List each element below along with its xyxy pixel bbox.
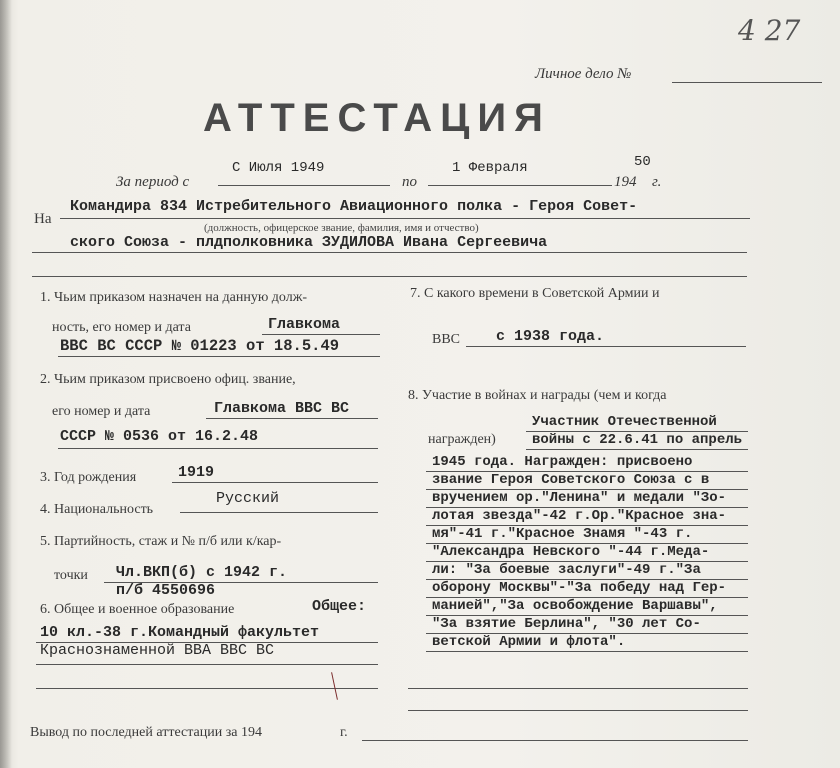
period-label: За период с [116, 174, 190, 190]
q7-answer: с 1938 года. [496, 328, 605, 345]
q2-label-2: его номер и дата [52, 404, 151, 419]
q8-answer-line: вручением ор."Ленина" и медали "Зо- [432, 490, 727, 506]
q2-answer-1: Главкома ВВС ВС [214, 400, 350, 417]
q1-answer-1-rule [262, 334, 380, 335]
subject-line-2: ского Союза - плдполковника ЗУДИЛОВА Ивана Сергеевича [70, 234, 548, 251]
period-from: С Июля 1949 [232, 160, 325, 176]
q3-label: 3. Год рождения [40, 470, 137, 485]
q8-answer-line: ли: "За боевые заслуги"-49 г."За [432, 562, 701, 578]
corner-handwritten-mark: 4 27 [738, 14, 801, 47]
personal-file-line [672, 82, 822, 83]
subject-line-1: Командира 834 Истребительного Авиационного полка - Героя Совет- [70, 198, 638, 215]
q2-answer-2-rule [58, 448, 378, 449]
q8-answer-line: ветской Армии и флота". [432, 634, 626, 650]
period-to-label: по [402, 174, 417, 190]
period-year-prefix: 194 [614, 174, 637, 190]
q2-label-1: 2. Чьим приказом присвоено офиц. звание, [40, 372, 296, 387]
subject-line-3-rule [32, 276, 747, 277]
q1-answer-1: Главкома [268, 316, 341, 333]
period-year-suffix: 50 [634, 154, 651, 170]
q8-answer-line: манией","За освобождение Варшавы", [432, 598, 718, 614]
q8-answer-line: "Александра Невского "-44 г.Меда- [432, 544, 710, 560]
q6-answer-2-rule [36, 664, 378, 665]
conclusion-label: Вывод по последней аттестации за 194 [30, 725, 262, 740]
red-pencil-mark [331, 672, 338, 700]
q7-answer-rule [466, 346, 746, 347]
period-to-line [428, 185, 612, 186]
q8-answer-line: лотая звезда"-42 г.Ор."Красное зна- [432, 508, 727, 524]
personal-file-label: Личное дело № [535, 66, 632, 82]
right-rule-2 [408, 710, 748, 711]
q4-label: 4. Национальность [40, 502, 154, 517]
q7-label-2: ВВС [432, 332, 461, 347]
q1-answer-2-rule [58, 356, 380, 357]
q6-label: 6. Общее и военное образование [40, 602, 235, 617]
subject-caption: (должность, офицерское звание, фамилия, имя и отчество) [204, 222, 479, 234]
q6-answer-2: Краснознаменной ВВА ВВС ВС [40, 642, 275, 659]
period-from-line [218, 185, 390, 186]
q8-label-2: награжден) [428, 432, 496, 447]
q4-answer-rule [180, 512, 378, 513]
conclusion-rule [362, 740, 748, 741]
q8-answer-line: оборону Москвы"-"За победу над Гер- [432, 580, 727, 596]
q1-answer-2: ВВС ВС СССР № 01223 от 18.5.49 [60, 337, 340, 355]
q8-answer-line: 1945 года. Награжден: присвоено [432, 454, 693, 470]
q6-rule-3 [36, 688, 378, 689]
q8-answer-line: Участник Отечественной [532, 414, 717, 430]
q6-answer-0: Общее: [312, 598, 367, 615]
subject-line-1-rule [60, 218, 750, 219]
conclusion-suffix: г. [340, 725, 348, 740]
right-rule-1 [408, 688, 748, 689]
q8-answer-line: мя"-41 г."Красное Знамя "-43 г. [432, 526, 693, 542]
q8-label: 8. Участие в войнах и награды (чем и когда [408, 388, 667, 403]
q8-answer-rule [526, 449, 748, 450]
q2-answer-1-rule [206, 418, 378, 419]
subject-line-2-rule [32, 252, 747, 253]
q8-answer-line: "За взятие Берлина", "30 лет Со- [432, 616, 701, 632]
q3-answer: 1919 [178, 464, 215, 481]
q1-label-1: 1. Чьим приказом назначен на данную долж- [40, 290, 308, 305]
q8-answer-line: звание Героя Советского Союза с в [432, 472, 710, 488]
q5-label-1: 5. Партийность, стаж и № п/б или к/кар- [40, 534, 282, 549]
q8-answer-rule [426, 651, 748, 652]
q2-answer-2: СССР № 0536 от 16.2.48 [60, 428, 259, 445]
document-title: АТТЕСТАЦИЯ [203, 96, 551, 140]
na-label: На [34, 211, 52, 227]
period-to: 1 Февраля [452, 160, 528, 176]
q6-answer-1: 10 кл.-38 г.Командный факультет [40, 624, 320, 641]
q7-label: 7. С какого времени в Советской Армии и [410, 286, 660, 301]
q8-answer-line: войны с 22.6.41 по апрель [532, 432, 743, 448]
q3-answer-rule [172, 482, 378, 483]
q5-answer-1: Чл.ВКП(б) с 1942 г. [116, 564, 288, 581]
q4-answer: Русский [216, 490, 280, 507]
period-year-end: г. [652, 174, 662, 190]
scan-edge-shadow [0, 0, 12, 768]
q1-label-2: ность, его номер и дата [52, 320, 191, 335]
q5-label-2: точки [54, 568, 88, 583]
q5-answer-2: п/б 4550696 [116, 582, 216, 599]
